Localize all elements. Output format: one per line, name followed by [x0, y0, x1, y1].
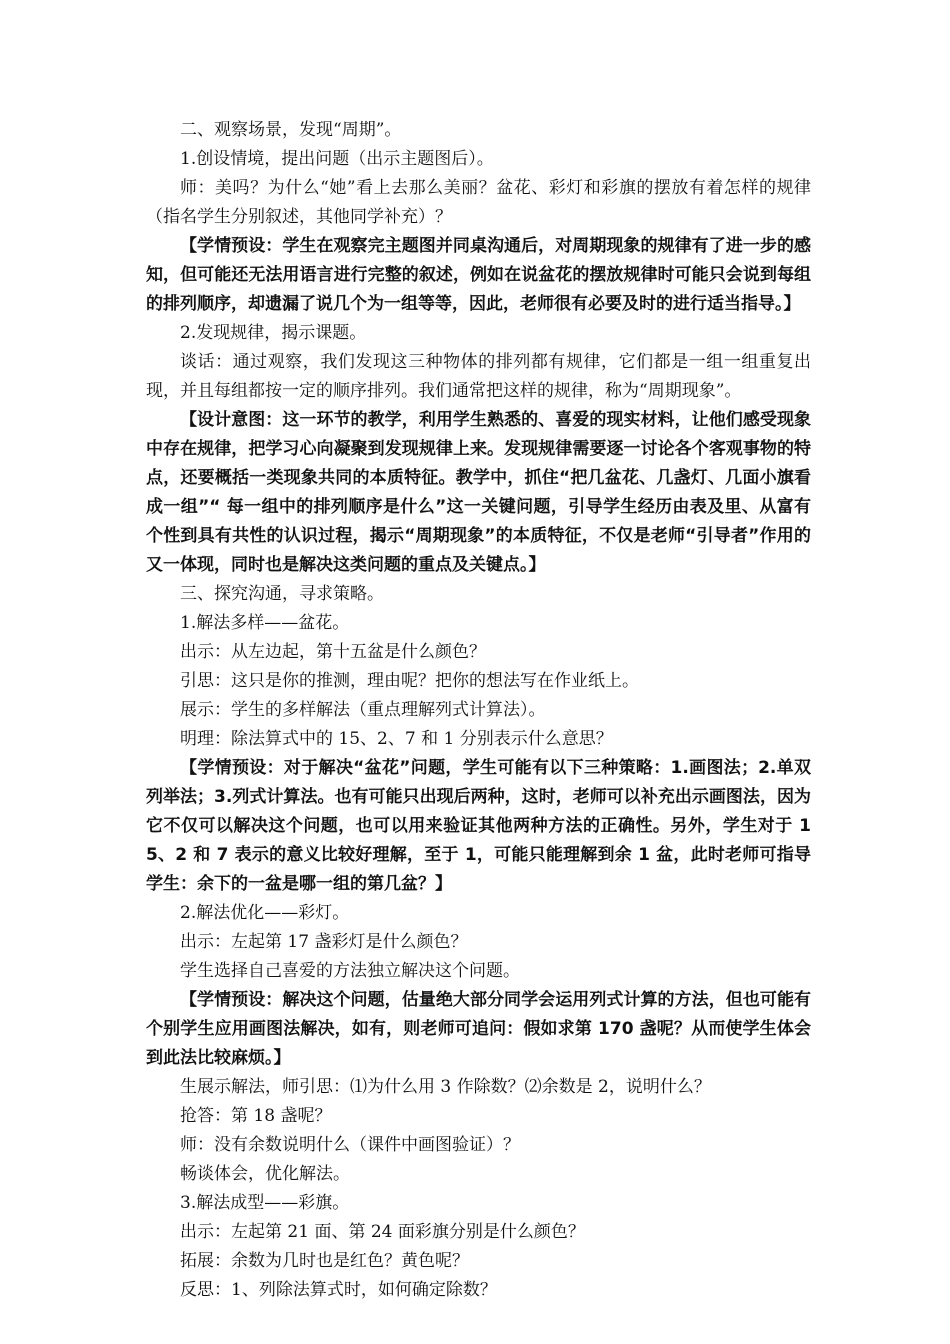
step-heading-flags: 3.解法成型——彩旗。: [180, 1193, 350, 1213]
step-heading-situation: 1.创设情境，提出问题（出示主题图后）。: [180, 149, 494, 169]
learning-preset-note-1: 【学情预设：学生在观察完主题图并同桌沟通后，对周期现象的规律有了进一步的感知，但可能还无法用语言进行完整的叙述，例如在说盆花的摆放规律时可能只会说到每组的排列顺序，却遗漏了说几个为一组等等，因此，老师很有必要及时的进行适当指导。】: [146, 236, 811, 314]
student-show-line: 生展示解法，师引思：⑴为什么用 3 作除数？⑵余数是 2，说明什么？: [180, 1077, 711, 1097]
teacher-no-remainder-line: 师：没有余数说明什么（课件中画图验证）？: [180, 1135, 520, 1155]
learning-preset-note-2: 【学情预设：对于解决“盆花”问题，学生可能有以下三种策略：1.画图法；2.单双列举法；3.列式计算法。也有可能只出现后两种，这时，老师可以补充出示画图法，因为它不仅可以解决这个问题，也可以用来验证其他两种方法的正确性。另外，学生对于 15、2 和 7 表示的意义比较好理解，至于 1，可能只能理解到余 1 盆，此时老师可指导学生：余下的一盆是哪一组的第几盆？】: [146, 758, 811, 894]
step-heading-flowers: 1.解法多样——盆花。: [180, 613, 350, 633]
extension-line: 拓展：余数为几时也是红色？黄色呢？: [180, 1251, 469, 1271]
display-solutions-line: 展示：学生的多样解法（重点理解列式计算法）。: [180, 700, 546, 720]
clarify-meaning-line: 明理：除法算式中的 15、2、7 和 1 分别表示什么意思？: [180, 729, 613, 749]
reflection-line: 反思：1、列除法算式时，如何确定除数？: [180, 1280, 497, 1300]
section-heading-observe: 二、观察场景，发现“周期”。: [180, 120, 402, 140]
share-experience-line: 畅谈体会，优化解法。: [180, 1164, 350, 1184]
teacher-question-paragraph: 师：美吗？为什么“她”看上去那么美丽？盆花、彩灯和彩旗的摆放有着怎样的规律（指名学生分别叙述，其他同学补充）？: [146, 178, 811, 227]
document-body: [146, 116, 811, 1305]
section-heading-explore: 三、探究沟通，寻求策略。: [180, 584, 384, 604]
design-intent-note: 【设计意图：这一环节的教学，利用学生熟悉的、喜爱的现实材料，让他们感受现象中存在规律，把学习心向凝聚到发现规律上来。发现规律需要逐一讨论各个客观事物的特点，还要概括一类现象共同的本质特征。教学中，抓住“把几盆花、几盏灯、几面小旗看成一组”“ 每一组中的排列顺序是什么”这一关键问题，引导学生经历由表及里、从富有个性到具有共性的认识过程，揭示“周期现象”的本质特征，不仅是老师“引导者”作用的又一体现，同时也是解决这类问题的重点及关键点。】: [146, 410, 811, 575]
quick-answer-line: 抢答：第 18 盏呢？: [180, 1106, 332, 1126]
step-heading-lights: 2.解法优化——彩灯。: [180, 903, 350, 923]
show-question-flags: 出示：左起第 21 面、第 24 面彩旗分别是什么颜色？: [180, 1222, 585, 1242]
independent-solve-line: 学生选择自己喜爱的方法独立解决这个问题。: [180, 961, 520, 981]
learning-preset-note-3: 【学情预设：解决这个问题，估量绝大部分同学会运用列式计算的方法，但也可能有个别学生应用画图法解决，如有，则老师可追问：假如求第 170 盏呢？从而使学生体会到此法比较麻烦。】: [146, 990, 811, 1068]
talk-paragraph: 谈话：通过观察，我们发现这三种物体的排列都有规律，它们都是一组一组重复出现，并且每组都按一定的顺序排列。我们通常把这样的规律，称为“周期现象”。: [146, 352, 811, 401]
show-question-flowers: 出示：从左边起，第十五盆是什么颜色？: [180, 642, 486, 662]
show-question-lights: 出示：左起第 17 盏彩灯是什么颜色？: [180, 932, 468, 952]
guide-thinking-line: 引思：这只是你的推测，理由呢？把你的想法写在作业纸上。: [180, 671, 639, 691]
step-heading-discover: 2.发现规律，揭示课题。: [180, 323, 367, 343]
